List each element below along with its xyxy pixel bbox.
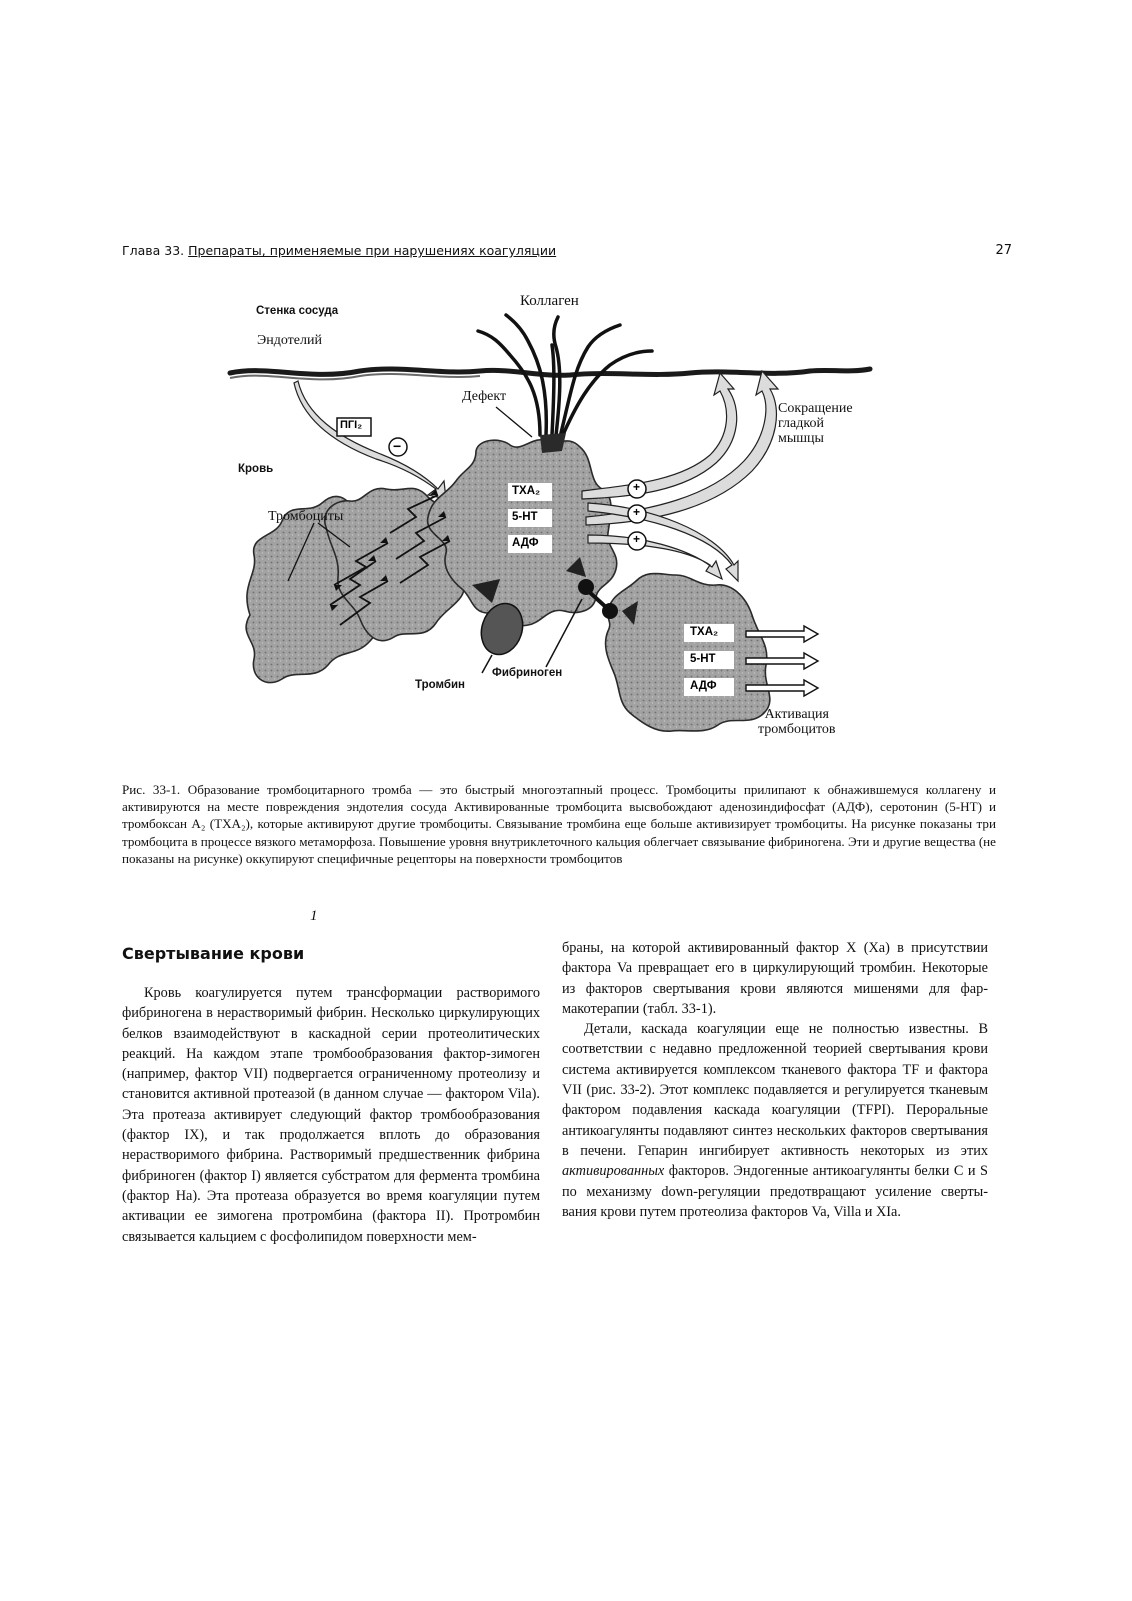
label-plus-3: + bbox=[633, 532, 641, 546]
label-fibrinogen: Фибриноген bbox=[492, 667, 563, 679]
paragraph-right-2-emphasis: активированных bbox=[562, 1163, 665, 1180]
label-adp-top: АДФ bbox=[512, 537, 539, 549]
label-txa2-right: TXA₂ bbox=[690, 626, 719, 638]
running-header bbox=[122, 240, 1012, 262]
label-muscle-line2: гладкой bbox=[778, 416, 824, 431]
label-collagen: Коллаген bbox=[520, 293, 579, 309]
label-muscle-line3: мышцы bbox=[778, 431, 824, 446]
paragraph-right-2-end: факторов. Эндогенные антикоагулянты белки C и S по механизму down-регуляции предотвращают усиление свертывания крови путем протеолиза факторов Va, Villa и XIa. bbox=[562, 1163, 988, 1220]
label-pgi2: ПГI₂ bbox=[340, 419, 363, 431]
chapter-title bbox=[122, 243, 556, 258]
label-5ht-right: 5-HT bbox=[690, 653, 716, 665]
paragraph-left: Кровь коагулируется путем трансформации растворимого фибриногена в нерастворимый фибрин. Несколько циркулирующих белков взаимодействуют в каскадной серии протеолитических реакций. На каждом этапе тромбообразования фактор-зимоген (например, фактор VII) подвергается ограниченному протеолизу и становится активной протеазой (в данном случае — фактором Vila). Эта протеаза активирует следующий фактор тромбообразования (фактор IX), и так продолжается вплоть до образования нерастворимого фибрина. Растворимый предшественник фибрина фибриноген (фактор I) является субстратом для фермента тромбина (фактор Ha). Эта протеаза образуется во время коагуляции путем активации ее зимогена протромбина (фактора II). Протромбин связывается кальцием с фосфолипидом поверхности мем- bbox=[122, 985, 540, 1245]
label-platelets: Тромбоциты bbox=[268, 509, 344, 524]
activation-arrows bbox=[746, 626, 818, 696]
label-5ht-top: 5-HT bbox=[512, 511, 538, 523]
label-inhibition-sign: − bbox=[393, 438, 402, 454]
footnote-marker: 1 bbox=[310, 908, 318, 924]
label-platelet-activation bbox=[758, 707, 836, 737]
endothelium-line bbox=[230, 369, 870, 375]
page-number: 27 bbox=[995, 243, 1012, 258]
label-adp-right: АДФ bbox=[690, 680, 717, 692]
label-muscle-contraction bbox=[778, 401, 853, 446]
label-blood: Кровь bbox=[238, 463, 274, 475]
label-muscle-line1: Сокращение bbox=[778, 401, 853, 416]
paragraph-right-1: браны, на которой активированный фактор X (Xa) в присутствии фактора Va превращает его в циркулирующий тромбин. Некоторые из факторов свертывания крови являются мишенями для фармакотерапии (табл. 33-1). bbox=[562, 940, 988, 1017]
label-vessel-wall: Стенка сосуда bbox=[256, 305, 339, 317]
paragraph-right-2 bbox=[562, 1019, 988, 1222]
label-txa2-top: TXA₂ bbox=[512, 485, 541, 497]
right-column bbox=[562, 938, 988, 1222]
pgi2-arrow bbox=[294, 381, 446, 499]
label-plus-2: + bbox=[633, 505, 641, 519]
label-defect: Дефект bbox=[462, 389, 507, 404]
left-column bbox=[122, 983, 540, 1247]
label-endothelium: Эндотелий bbox=[257, 333, 322, 348]
figure-caption: Рис. 33-1. Образование тромбоцитарного тромба — это быстрый многоэтапный процесс. Тромбоциты прилипают к обнажившемуся коллагену и активируются на месте повреждения эндотелия сосуда Активированные тромбоцита высвобождают аденозиндифосфат (АДФ), серотонин (5-HT) и тромбоксан A₂ (TXA₂), которые активируют другие тромбоциты. Связывание тромбина еще больше активизирует тромбоциты. На рисунке показаны три тромбоцита в процессе вязкого метаморфоза. Повышение уровня внутриклеточного кальция облегчает связывание фибриногена. Эти и другие вещества (не показаны на рисунке) оккупируют специфичные рецепторы на поверхности тромбоцитов bbox=[122, 782, 996, 866]
paragraph-right-2-start: Детали, каскада коагуляции еще не полностью известны. В соответствии с недавно предложенной теорией свертывания крови система активируется комплексом тканевого фактора TF и фактора VII (рис. 33-2). Этот комплекс подавляется и регулируется тканевым фактором подавления каскада коагуляции (TFPI). Пероральные антикоагулянты подавляют синтез нескольких факторов свертывания в печени. Гепарин ингибирует активность некоторых из этих bbox=[562, 1021, 988, 1159]
chapter-subject: Препараты, применяемые при нарушениях коагуляции bbox=[188, 243, 557, 258]
label-plus-1: + bbox=[633, 480, 641, 494]
label-activation-line2: тромбоцитов bbox=[758, 722, 836, 737]
label-thrombin: Тромбин bbox=[415, 679, 465, 691]
label-activation-line1: Активация bbox=[764, 707, 829, 722]
figure-platelet-thrombus bbox=[210, 285, 910, 755]
section-heading: Свертывание крови bbox=[122, 944, 305, 963]
chapter-number: Глава 33. bbox=[122, 243, 185, 258]
